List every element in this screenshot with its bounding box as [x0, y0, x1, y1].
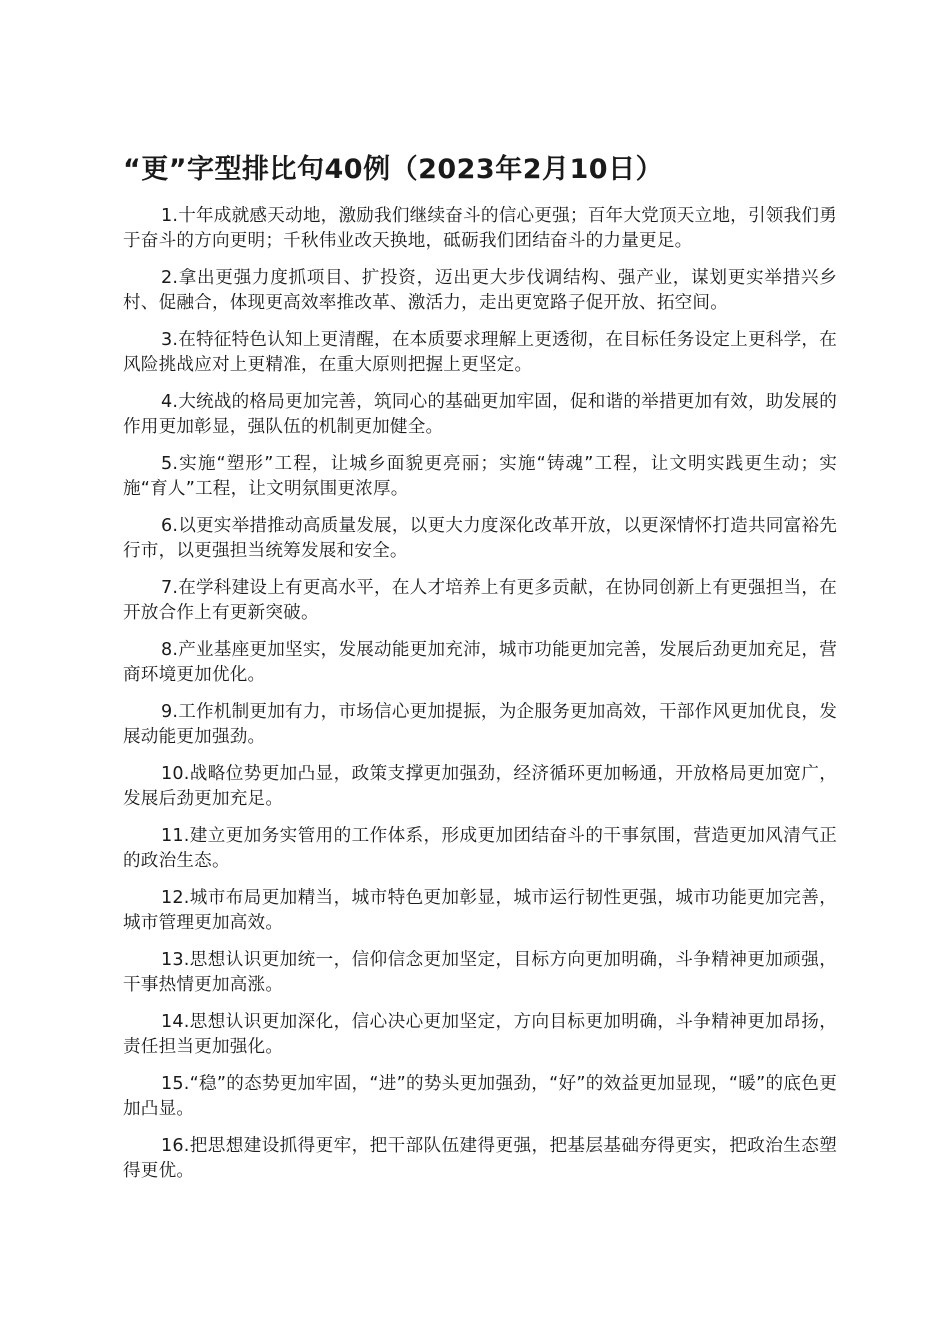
- paragraph-item-6: 6.以更实举措推动高质量发展，以更大力度深化改革开放，以更深情怀打造共同富裕先行市，以更强担当统筹发展和安全。: [123, 516, 837, 561]
- paragraph-item-8: 8.产业基座更加坚实，发展动能更加充沛，城市功能更加完善，发展后劲更加充足，营商环境更加优化。: [123, 640, 837, 685]
- paragraph-item-16: 16.把思想建设抓得更牢，把干部队伍建得更强，把基层基础夯得更实，把政治生态塑得更优。: [123, 1136, 837, 1181]
- paragraph-item-14: 14.思想认识更加深化，信心决心更加坚定，方向目标更加明确，斗争精神更加昂扬，责任担当更加强化。: [123, 1012, 837, 1057]
- paragraph-item-3: 3.在特征特色认知上更清醒，在本质要求理解上更透彻，在目标任务设定上更科学，在风险挑战应对上更精准，在重大原则把握上更坚定。: [123, 330, 837, 375]
- document-page: [123, 150, 837, 1196]
- paragraph-item-12: 12.城市布局更加精当，城市特色更加彰显，城市运行韧性更强，城市功能更加完善，城市管理更加高效。: [123, 888, 837, 933]
- paragraph-item-2: 2.拿出更强力度抓项目、扩投资，迈出更大步伐调结构、强产业，谋划更实举措兴乡村、促融合，体现更高效率推改革、激活力，走出更宽路子促开放、拓空间。: [123, 268, 837, 313]
- paragraph-item-10: 10.战略位势更加凸显，政策支撑更加强劲，经济循环更加畅通，开放格局更加宽广，发展后劲更加充足。: [123, 764, 837, 809]
- paragraph-item-7: 7.在学科建设上有更高水平，在人才培养上有更多贡献，在协同创新上有更强担当，在开放合作上有更新突破。: [123, 578, 837, 623]
- paragraph-item-1: 1.十年成就感天动地，激励我们继续奋斗的信心更强；百年大党顶天立地，引领我们勇于奋斗的方向更明；千秋伟业改天换地，砥砺我们团结奋斗的力量更足。: [123, 206, 837, 251]
- paragraph-item-4: 4.大统战的格局更加完善，筑同心的基础更加牢固，促和谐的举措更加有效，助发展的作用更加彰显，强队伍的机制更加健全。: [123, 392, 837, 437]
- paragraph-item-5: 5.实施“塑形”工程，让城乡面貌更亮丽；实施“铸魂”工程，让文明实践更生动；实施“育人”工程，让文明氛围更浓厚。: [123, 454, 837, 499]
- paragraph-item-9: 9.工作机制更加有力，市场信心更加提振，为企服务更加高效，干部作风更加优良，发展动能更加强劲。: [123, 702, 837, 747]
- paragraph-item-13: 13.思想认识更加统一，信仰信念更加坚定，目标方向更加明确，斗争精神更加顽强，干事热情更加高涨。: [123, 950, 837, 995]
- paragraph-item-11: 11.建立更加务实管用的工作体系，形成更加团结奋斗的干事氛围，营造更加风清气正的政治生态。: [123, 826, 837, 871]
- document-title: “更”字型排比句40例（2023年2月10日）: [123, 154, 664, 185]
- paragraph-item-15: 15.“稳”的态势更加牢固，“进”的势头更加强劲，“好”的效益更加显现，“暖”的底色更加凸显。: [123, 1074, 837, 1119]
